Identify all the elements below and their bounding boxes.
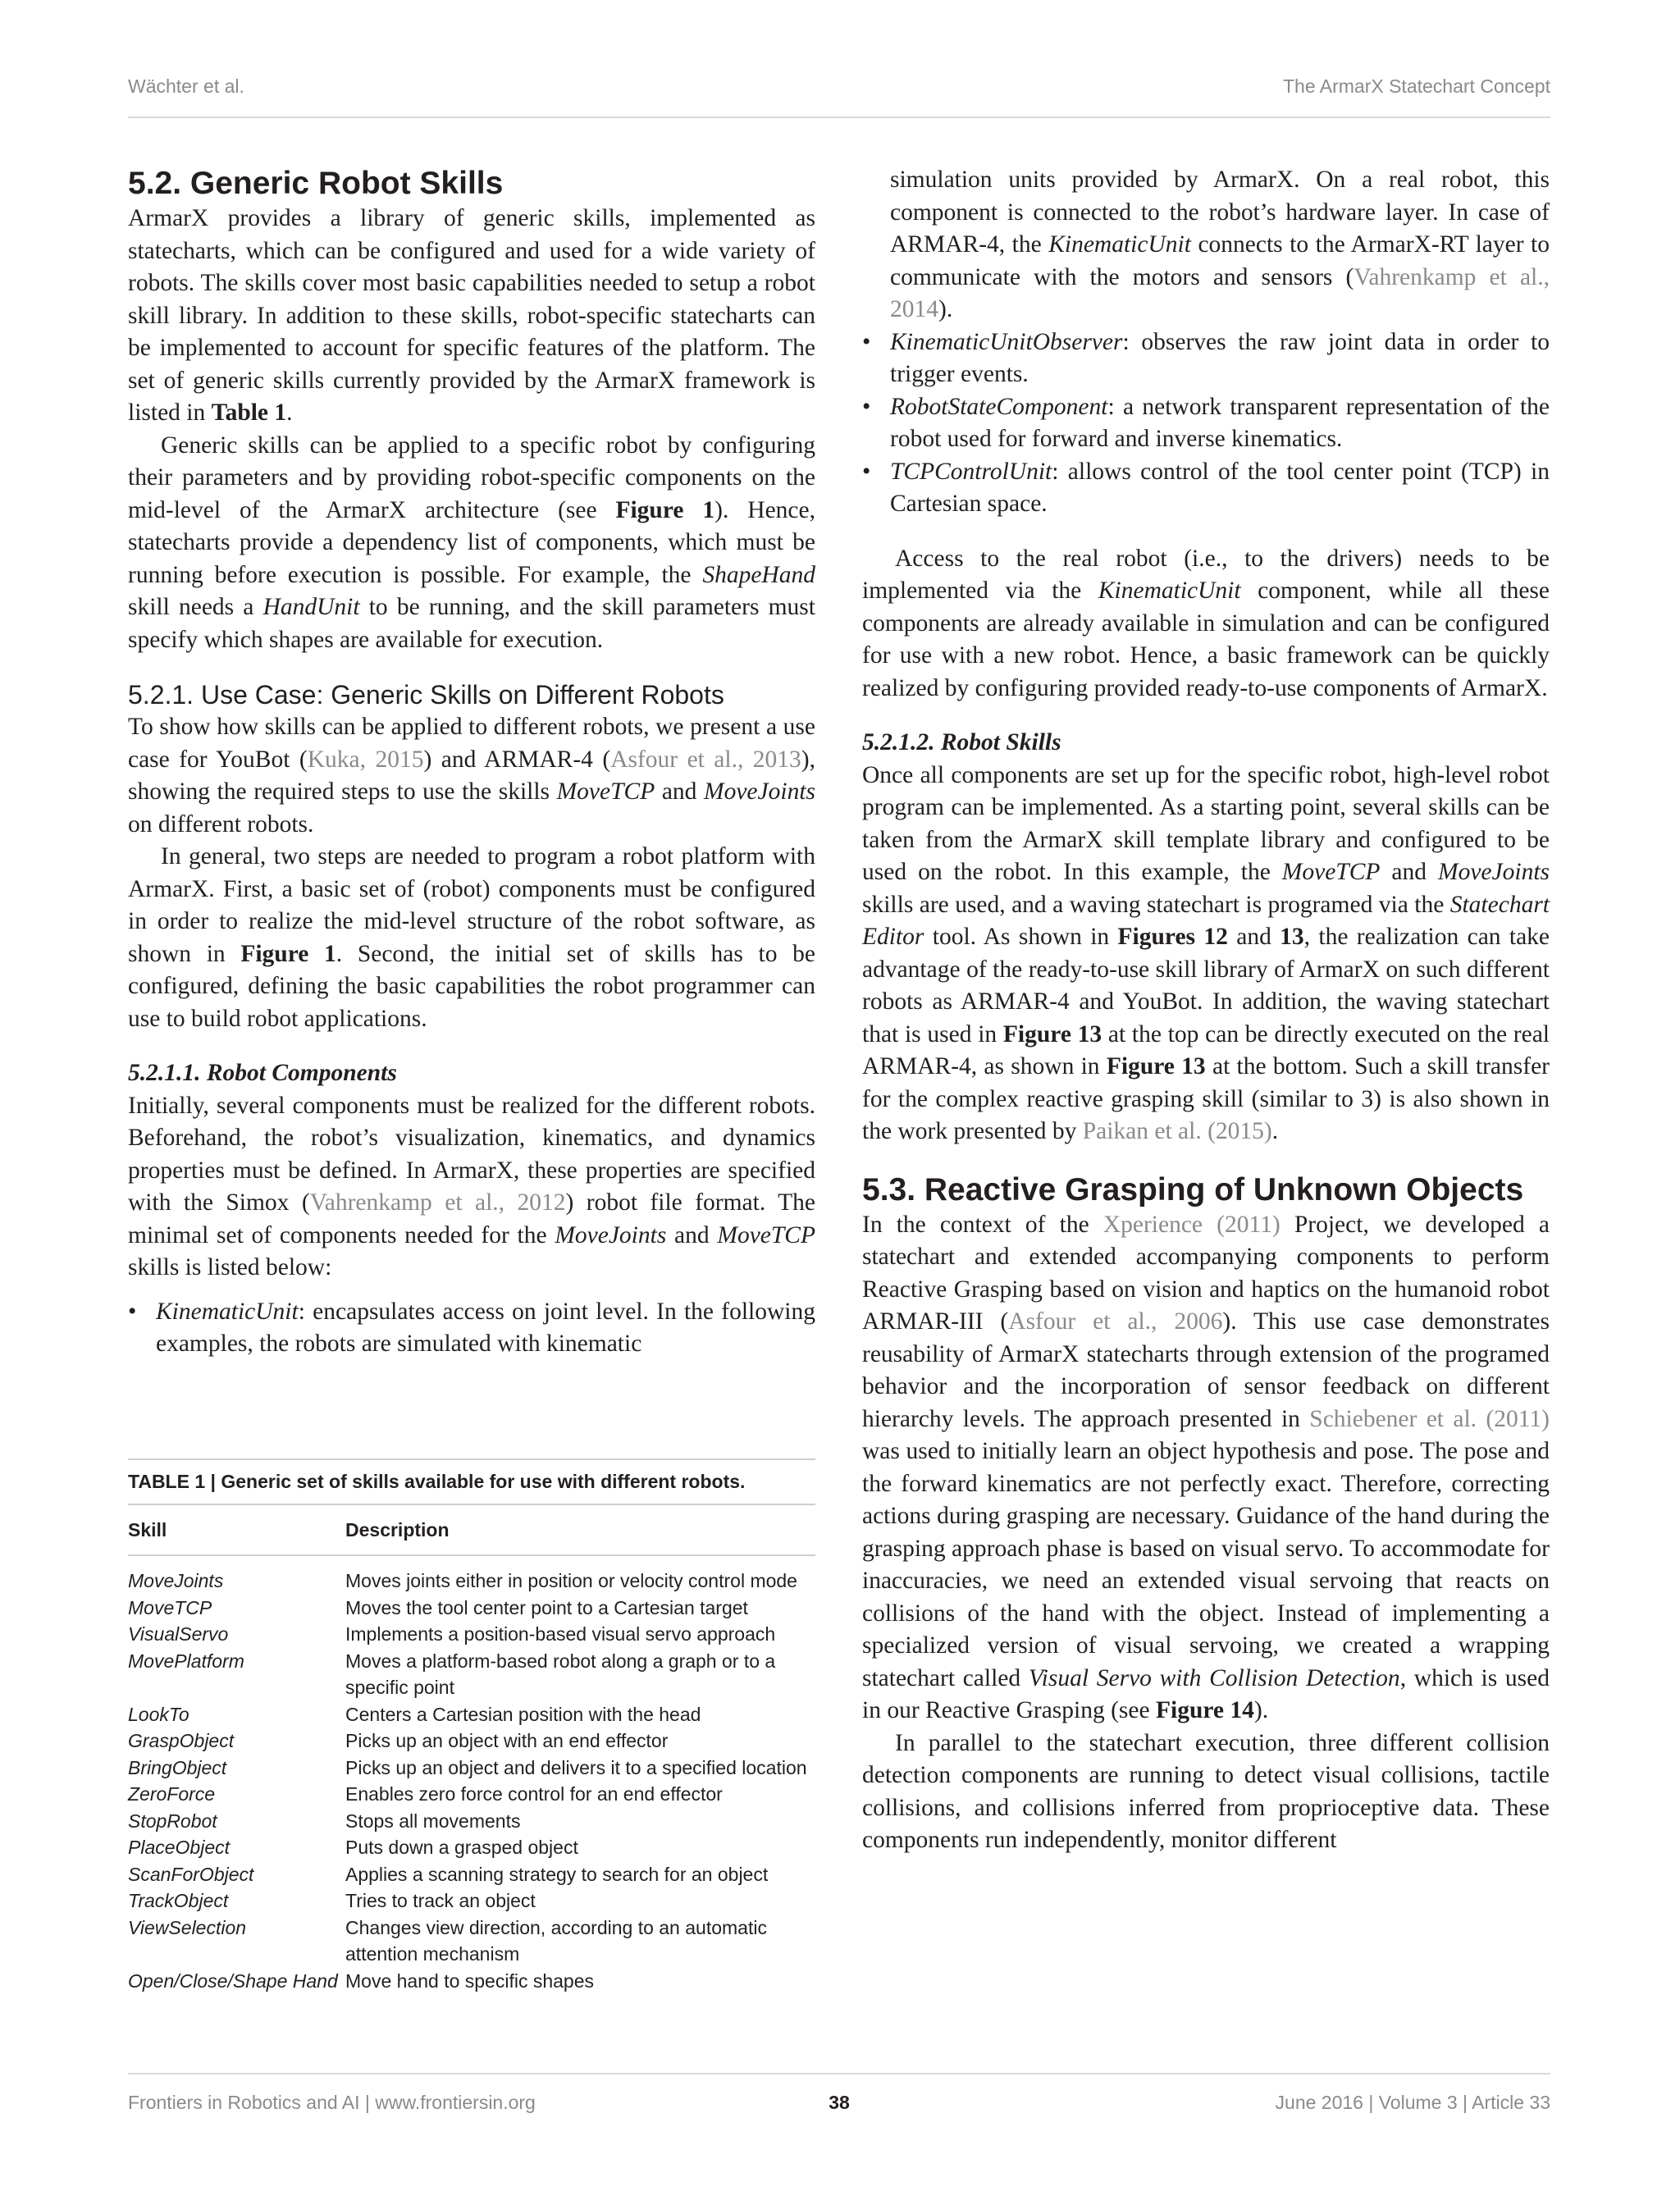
header-rule (128, 116, 1550, 118)
skill-description: Centers a Cartesian position with the head (345, 1703, 701, 1725)
citation-schiebener[interactable]: Schiebener et al. (2011) (1309, 1405, 1550, 1432)
right-column (862, 164, 1550, 1857)
skill-name: PlaceObject (128, 1837, 231, 1858)
table-1 (128, 1458, 815, 1994)
section-5-3-paragraph-1: In the context of the Xperience (2011) Project, we developed a statechart and extended accompanying components to perform Reactive Grasping based on vision and haptics on the humanoid robot ARMAR-III (Asfour et al., 2006). This use case demonstrates reusability of ArmarX statecharts through extension of the programed behavior and the incorporation of sensor feedback on different hierarchy levels. The approach presented in Schiebener et al. (2011) was used to initially learn an object hypothesis and pose. The pose and the forward kinematics are not perfectly exact. Therefore, correcting actions during grasping are necessary. Guidance of the hand during the grasping approach phase is based on visual servo. To accommodate for inaccuracies, we need an extended visual servoing that reacts on collisions of the hand with the object. Instead of implementing a specialized version of visual servoing, we created a wrapping statechart called Visual Servo with Collision Detection, which is used in our Reactive Grasping (see Figure 14). (862, 1211, 1550, 1723)
skill-description: Moves a platform-based robot along a graph or to a specific point (345, 1650, 776, 1698)
table-row (128, 1755, 815, 1782)
table-row (128, 1915, 815, 1968)
skill-description: Picks up an object and delivers it to a specified location (345, 1756, 807, 1778)
skill-name: Open/Close/Shape Hand (128, 1970, 338, 1992)
table-row (128, 1887, 815, 1915)
skill-description: Changes view direction, according to an automatic attention mechanism (345, 1916, 767, 1965)
section-5-2-heading: 5.2. Generic Robot Skills (128, 166, 504, 201)
footer-journal: Frontiers in Robotics and AI | www.frontiersin.org (128, 2092, 536, 2113)
figure-13-ref-2[interactable]: Figure 13 (1002, 1020, 1102, 1048)
skill-name: MoveTCP (128, 1596, 212, 1618)
figure-12-ref[interactable]: Figures 12 (1117, 924, 1228, 950)
component-list-continued (862, 326, 1550, 521)
citation-vahrenkamp-2012[interactable]: Vahrenkamp et al., 2012 (309, 1189, 566, 1216)
section-5-2-1-2-paragraph: Once all components are set up for the specific robot, high-level robot program can be implemented. As a starting point, several skills can be taken from the ArmarX skill template library and configured to be used on the robot. In this example, the MoveTCP and MoveJoints skills are used, and a waving statechart is programed via the Statechart Editor tool. As shown in Figures 12 and 13, the realization can take advantage of the ready-to-use skill library of ArmarX on such different robots as ARMAR-4 and YouBot. In addition, the waving statechart that is used in Figure 13 at the top can be directly executed on the real ARMAR-4, as shown in Figure 13 at the bottom. Such a skill transfer for the complex reactive grasping skill (similar to 3) is also shown in the work presented by Paikan et al. (2015). (862, 761, 1550, 1144)
skill-description: Moves joints either in position or velocity control mode (345, 1570, 797, 1591)
citation-vahrenkamp-2014[interactable]: Vahrenkamp et al., 2014 (890, 263, 1550, 322)
table-row (128, 1968, 815, 1995)
header-authors: Wächter et al. (128, 75, 244, 97)
table-body (128, 1556, 815, 1994)
figure-13-ref-3[interactable]: Figure 13 (1106, 1053, 1206, 1079)
table-row (128, 1568, 815, 1595)
access-paragraph: Access to the real robot (i.e., to the drivers) needs to be implemented via the KinematicUnit component, while all these components are already available in simulation and can be configured for use with a new robot. Hence, a basic framework can be quickly realized by configuring provided ready-to-use components of ArmarX. (862, 545, 1550, 701)
skill-description: Picks up an object with an end effector (345, 1730, 669, 1751)
table-row (128, 1834, 815, 1861)
section-5-2-1-1-heading: 5.2.1.1. Robot Components (128, 1060, 397, 1086)
bullet-1-continuation: simulation units provided by ArmarX. On a real robot, this component is connected to the robot’s hardware layer. In case of ARMAR-4, the KinematicUnit connects to the ArmarX-RT layer to communicate with the motors and sensors (Vahrenkamp et al., 2014). (890, 167, 1550, 322)
skill-description: Move hand to specific shapes (345, 1970, 595, 1992)
table-row (128, 1621, 815, 1648)
section-5-3-heading: 5.3. Reactive Grasping of Unknown Objects (862, 1171, 1524, 1207)
skill-name: ScanForObject (128, 1863, 254, 1885)
section-5-2-paragraph-2: Generic skills can be applied to a specific robot by configuring their parameters and by providing robot-specific components on the mid-level of the ArmarX architecture (see Figure 1). Hence, statecharts provide a dependency list of components, which must be running before execution is possible. For example, the ShapeHand skill needs a HandUnit to be running, and the skill parameters must specify which shapes are available for execution. (128, 431, 815, 653)
table-row (128, 1728, 815, 1755)
skill-description: Puts down a grasped object (345, 1837, 578, 1858)
header-title: The ArmarX Statechart Concept (1283, 75, 1550, 97)
skill-name: ViewSelection (128, 1916, 247, 1938)
skill-description: Tries to track an object (345, 1890, 536, 1911)
citation-xperience[interactable]: Xperience (2011) (1102, 1211, 1281, 1238)
skill-description: Applies a scanning strategy to search for an object (345, 1863, 769, 1885)
table-row (128, 1781, 815, 1808)
column-header-skill: Skill (128, 1518, 167, 1540)
skill-name: VisualServo (128, 1623, 229, 1645)
section-5-2-1-paragraph-1: To show how skills can be applied to different robots, we present a use case for YouBot (Kuka, 2015) and ARMAR-4 (Asfour et al., 2013), showing the required steps to use the skills MoveTCP and MoveJoints on different robots. (128, 714, 815, 838)
list-item: • KinematicUnit: encapsulates access on joint level. In the following examples, the robots are simulated with kinematic (128, 1296, 815, 1361)
section-5-2-1-2-heading: 5.2.1.2. Robot Skills (862, 729, 1061, 755)
left-column (128, 164, 815, 1361)
skill-name: MovePlatform (128, 1650, 244, 1672)
section-5-2-1-paragraph-2: In general, two steps are needed to program a robot platform with ArmarX. First, a basic set of (robot) components must be configured in order to realize the mid-level structure of the robot software, as shown in Figure 1. Second, the initial set of skills has to be configured, defining the basic capabilities the robot programmer can use to build robot applications. (128, 843, 816, 1032)
skill-name: BringObject (128, 1756, 227, 1778)
figure-14-ref[interactable]: Figure 14 (1155, 1697, 1254, 1723)
page-number: 38 (829, 2092, 850, 2113)
skill-name: MoveJoints (128, 1570, 224, 1591)
skill-description: Implements a position-based visual servo approach (345, 1623, 776, 1645)
list-item: • KinematicUnitObserver: observes the raw joint data in order to trigger events. (862, 326, 1550, 391)
list-item: • TCPControlUnit: allows control of the tool center point (TCP) in Cartesian space. (862, 456, 1550, 521)
table-row (128, 1808, 815, 1835)
skill-description: Moves the tool center point to a Cartesian target (345, 1596, 748, 1618)
skill-name: ZeroForce (128, 1783, 216, 1805)
table-row (128, 1648, 815, 1701)
figure-13-ref[interactable]: 13 (1280, 924, 1304, 950)
column-header-description: Description (345, 1518, 450, 1540)
component-list (128, 1296, 815, 1361)
table-row (128, 1701, 815, 1728)
section-5-3-paragraph-2: In parallel to the statechart execution, three different collision detection components are running to detect visual collisions, tactile collisions, and collisions inferred from proprioceptive data. These components run independently, monitor different (862, 1729, 1550, 1853)
figure-1-ref[interactable]: Figure 1 (615, 496, 715, 523)
skill-description: Enables zero force control for an end effector (345, 1783, 723, 1805)
section-5-2-1-heading: 5.2.1. Use Case: Generic Skills on Different Robots (128, 680, 724, 710)
citation-asfour-2013[interactable]: Asfour et al., 2013 (610, 746, 801, 773)
figure-1-ref-2[interactable]: Figure 1 (240, 940, 336, 967)
skill-description: Stops all movements (345, 1810, 521, 1832)
skill-name: GraspObject (128, 1730, 235, 1751)
footer-issue: June 2016 | Volume 3 | Article 33 (1275, 2092, 1550, 2113)
table-row (128, 1861, 815, 1888)
skill-name: TrackObject (128, 1890, 229, 1911)
running-header (128, 75, 1550, 116)
section-5-2-1-1-paragraph: Initially, several components must be realized for the different robots. Beforehand, the robot’s visualization, kinematics, and dynamics properties must be defined. In ArmarX, these properties are specified with the Simox (Vahrenkamp et al., 2012) robot file format. The minimal set of components needed for the MoveJoints and MoveTCP skills is listed below: (128, 1092, 815, 1280)
citation-kuka[interactable]: Kuka, 2015 (307, 746, 424, 773)
citation-asfour-2006[interactable]: Asfour et al., 2006 (1008, 1308, 1223, 1335)
table-caption: TABLE 1 | Generic set of skills available for use with different robots. (128, 1471, 746, 1492)
table-1-ref[interactable]: Table 1 (211, 399, 287, 426)
citation-paikan[interactable]: Paikan et al. (2015) (1082, 1118, 1272, 1144)
section-5-2-paragraph-1: ArmarX provides a library of generic skills, implemented as statecharts, which can be configured and used for a wide variety of robots. The skills cover most basic capabilities needed to setup a robot skill library. In addition to these skills, robot-specific statecharts can be implemented to account for specific features of the platform. The set of generic skills currently provided by the ArmarX framework is listed in Table 1. (128, 205, 815, 426)
table-row (128, 1595, 815, 1622)
skill-name: LookTo (128, 1703, 189, 1725)
list-item: • RobotStateComponent: a network transparent representation of the robot used for forward and inverse kinematics. (862, 391, 1550, 456)
footer-rule (128, 2073, 1550, 2074)
table-header-row (128, 1505, 815, 1555)
skill-name: StopRobot (128, 1810, 217, 1832)
